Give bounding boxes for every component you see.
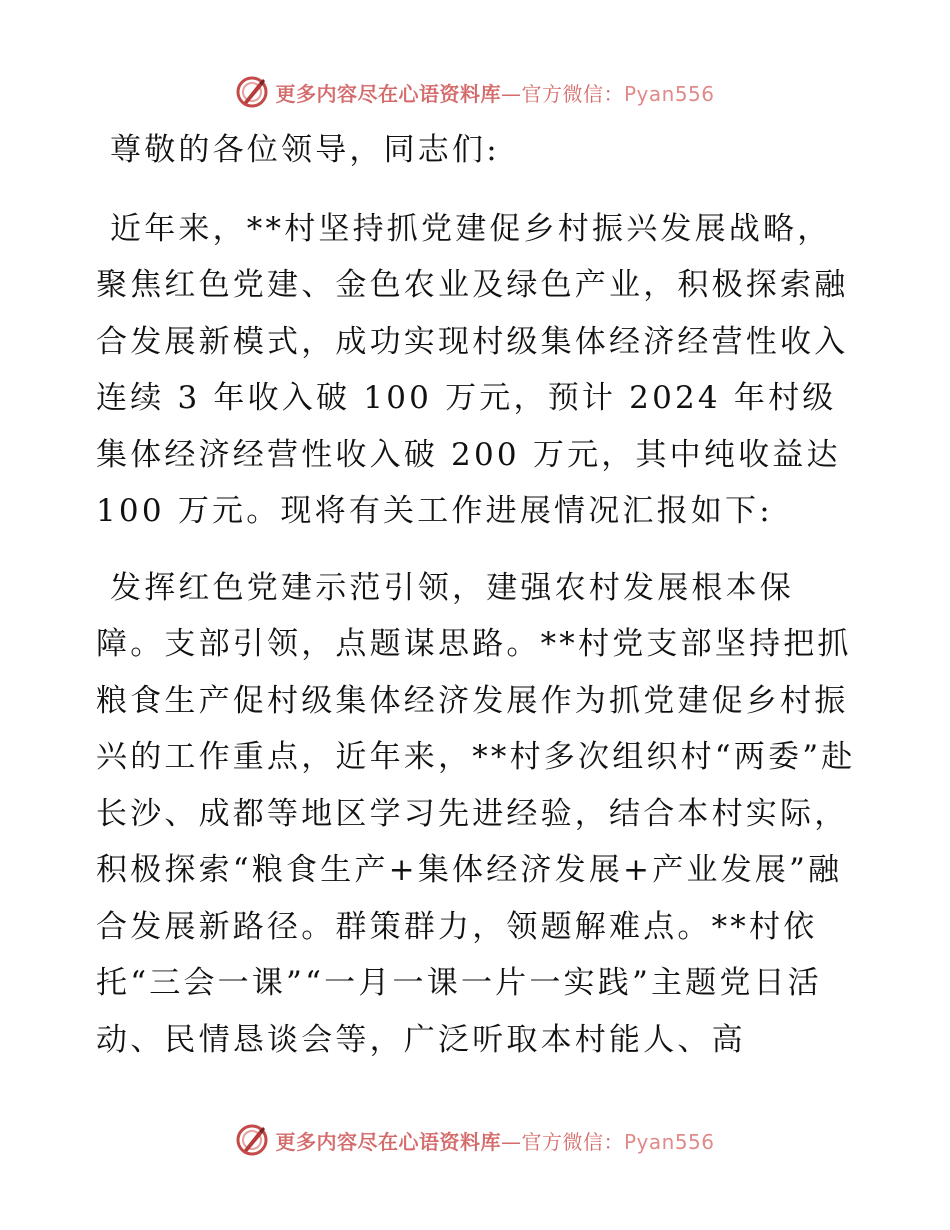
watermark-separator: —: [500, 1129, 522, 1154]
salutation: 尊敬的各位领导，同志们:: [110, 132, 500, 168]
paragraph-intro: 近年来，**村坚持抓党建促乡村振兴发展战略，聚焦红色党建、金色农业及绿色产业，积极探索融合发展新模式，成功实现村级集体经济经营性收入连续 3 年收入破 100 万元，预计 2024 年村级集体经济经营性收入破 200 万元，其中纯收益达 100 万元。现将有关工作进展情况汇报如下:: [96, 210, 849, 529]
watermark-main-text: 更多内容尽在心语资料库: [275, 1129, 501, 1154]
watermark-wechat-id: Pyan556: [623, 1129, 715, 1154]
watermark-text: [275, 1126, 714, 1155]
brush-pen-logo-icon: [235, 75, 269, 109]
watermark-suffix: 官方微信：: [521, 1129, 624, 1154]
watermark-suffix: 官方微信：: [521, 81, 624, 106]
paragraph-party-building: 发挥红色党建示范引领，建强农村发展根本保障。支部引领，点题谋思路。**村党支部坚持把抓粮食生产促村级集体经济发展作为抓党建促乡村振兴的工作重点，近年来，**村多次组织村“两委”赴长沙、成都等地区学习先进经验，结合本村实际，积极探索“粮食生产+集体经济发展+产业发展”融合发展新路径。群策群力，领题解难点。**村依托“三会一课”“一月一课一片一实践”主题党日活动、民情恳谈会等，广泛听取本村能人、高: [96, 569, 856, 1058]
watermark-wechat-id: Pyan556: [623, 81, 715, 106]
brush-pen-logo-icon: [235, 1123, 269, 1157]
watermark-main-text: 更多内容尽在心语资料库: [275, 81, 501, 106]
header-watermark: [0, 72, 950, 112]
footer-watermark: [0, 1120, 950, 1160]
watermark-separator: —: [500, 81, 522, 106]
watermark-text: [275, 78, 714, 107]
document-body: [96, 122, 856, 1068]
